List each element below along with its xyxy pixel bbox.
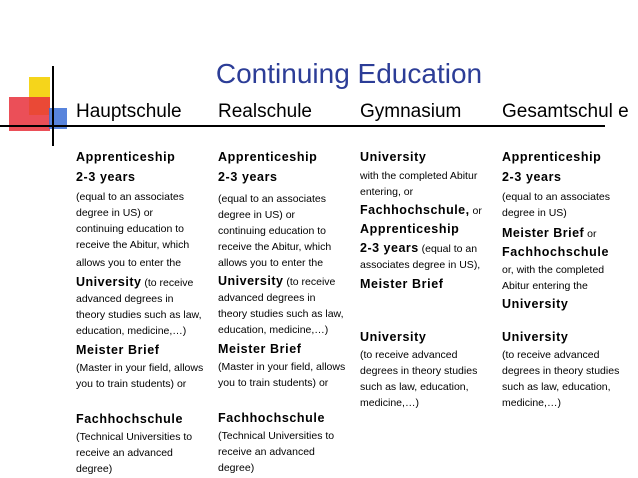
- text-fragment: (equal to an: [418, 243, 478, 255]
- text-line: (Master in your field, allows: [218, 361, 346, 373]
- text-fragment: or: [469, 205, 482, 217]
- text-line: (equal to an associates: [502, 191, 610, 203]
- text-line: [360, 202, 498, 219]
- text-line: receive the Abitur, which: [218, 241, 332, 253]
- text-line: or, with the completed: [502, 264, 605, 276]
- label-fachhochschule: Fachhochschule: [76, 412, 184, 426]
- column-realschule: [218, 149, 356, 476]
- text-line: [218, 273, 356, 290]
- text-line: [360, 240, 498, 257]
- text-line: degree in US) or: [76, 207, 154, 219]
- text-fragment: (to receive: [283, 276, 336, 288]
- text-line: degree in US) or: [218, 209, 296, 221]
- text-line: [76, 274, 214, 291]
- text-line: such as law, education,: [360, 381, 469, 393]
- label-university: University: [218, 274, 284, 288]
- text-line: (equal to an associates: [218, 193, 326, 205]
- text-line: advanced degrees in: [76, 293, 174, 305]
- text-line: allows you to enter the: [76, 257, 182, 269]
- text-fragment: or: [584, 228, 597, 240]
- text-line: continuing education to: [218, 225, 326, 237]
- text-line: (Technical Universities to: [218, 430, 335, 442]
- label-university: University: [360, 150, 427, 164]
- label-fachhochschule: Fachhochschule: [502, 245, 610, 259]
- label-university: University: [360, 330, 427, 344]
- label-university: University: [502, 330, 569, 344]
- text-line: receive an advanced: [218, 446, 315, 458]
- text-line: medicine,…): [502, 397, 561, 409]
- header-gymnasium: Gymnasium: [360, 101, 462, 122]
- text-line: (equal to an associates: [76, 191, 184, 203]
- header-hauptschule: Hauptschule: [76, 101, 182, 122]
- text-line: associates degree in US),: [360, 259, 481, 271]
- label-meister-brief: Meister Brief: [218, 342, 302, 356]
- label-meister-brief: Meister Brief: [360, 277, 444, 291]
- label-apprenticeship: Apprenticeship: [502, 150, 602, 164]
- label-fachhochschule: Fachhochschule: [218, 411, 326, 425]
- label-university: University: [502, 297, 569, 311]
- text-line: [502, 225, 638, 242]
- header-realschule: Realschule: [218, 101, 312, 122]
- page-title: Continuing Education: [215, 58, 483, 89]
- label-apprenticeship: Apprenticeship: [360, 222, 460, 236]
- text-line: with the completed Abitur: [360, 170, 478, 182]
- text-line: (to receive advanced: [360, 349, 458, 361]
- text-line: entering, or: [360, 186, 414, 198]
- label-apprenticeship: Apprenticeship: [218, 150, 318, 164]
- text-line: advanced degrees in: [218, 292, 316, 304]
- column-gesamtschule: [502, 149, 638, 411]
- column-gymnasium: [360, 149, 498, 411]
- text-line: such as law, education,: [502, 381, 611, 393]
- label-apprenticeship: Apprenticeship: [76, 150, 176, 164]
- text-line: degrees in theory studies: [502, 365, 620, 377]
- header-gesamtschule: Gesamtschul e: [502, 101, 629, 122]
- label-meister-brief: Meister Brief: [502, 226, 585, 240]
- text-line: theory studies such as law,: [218, 308, 344, 320]
- text-line: you to train students) or: [218, 377, 329, 389]
- text-line: Abitur entering the: [502, 280, 588, 292]
- column-hauptschule: [76, 149, 214, 477]
- label-fachhochschule: Fachhochschule,: [360, 203, 470, 217]
- text-line: degree): [76, 463, 113, 475]
- text-line: receive an advanced: [76, 447, 173, 459]
- text-line: degree): [218, 462, 255, 474]
- label-years: 2-3 years: [218, 170, 278, 184]
- text-line: degree in US): [502, 207, 567, 219]
- decor-horizontal-line: [0, 125, 605, 127]
- label-university: University: [76, 275, 142, 289]
- text-line: continuing education to: [76, 223, 184, 235]
- text-line: theory studies such as law,: [76, 309, 202, 321]
- text-fragment: (to receive: [141, 277, 194, 289]
- label-meister-brief: Meister Brief: [76, 343, 160, 357]
- text-line: medicine,…): [360, 397, 419, 409]
- text-line: education, medicine,…): [76, 325, 187, 337]
- text-line: education, medicine,…): [218, 324, 329, 336]
- text-line: you to train students) or: [76, 378, 187, 390]
- text-line: (Master in your field, allows: [76, 362, 204, 374]
- label-years: 2-3 years: [502, 170, 562, 184]
- text-line: receive the Abitur, which: [76, 239, 190, 251]
- text-line: (Technical Universities to: [76, 431, 193, 443]
- text-line: (to receive advanced: [502, 349, 600, 361]
- text-line: allows you to enter the: [218, 257, 324, 269]
- label-years: 2-3 years: [76, 170, 136, 184]
- text-line: degrees in theory studies: [360, 365, 478, 377]
- label-years: 2-3 years: [360, 241, 419, 255]
